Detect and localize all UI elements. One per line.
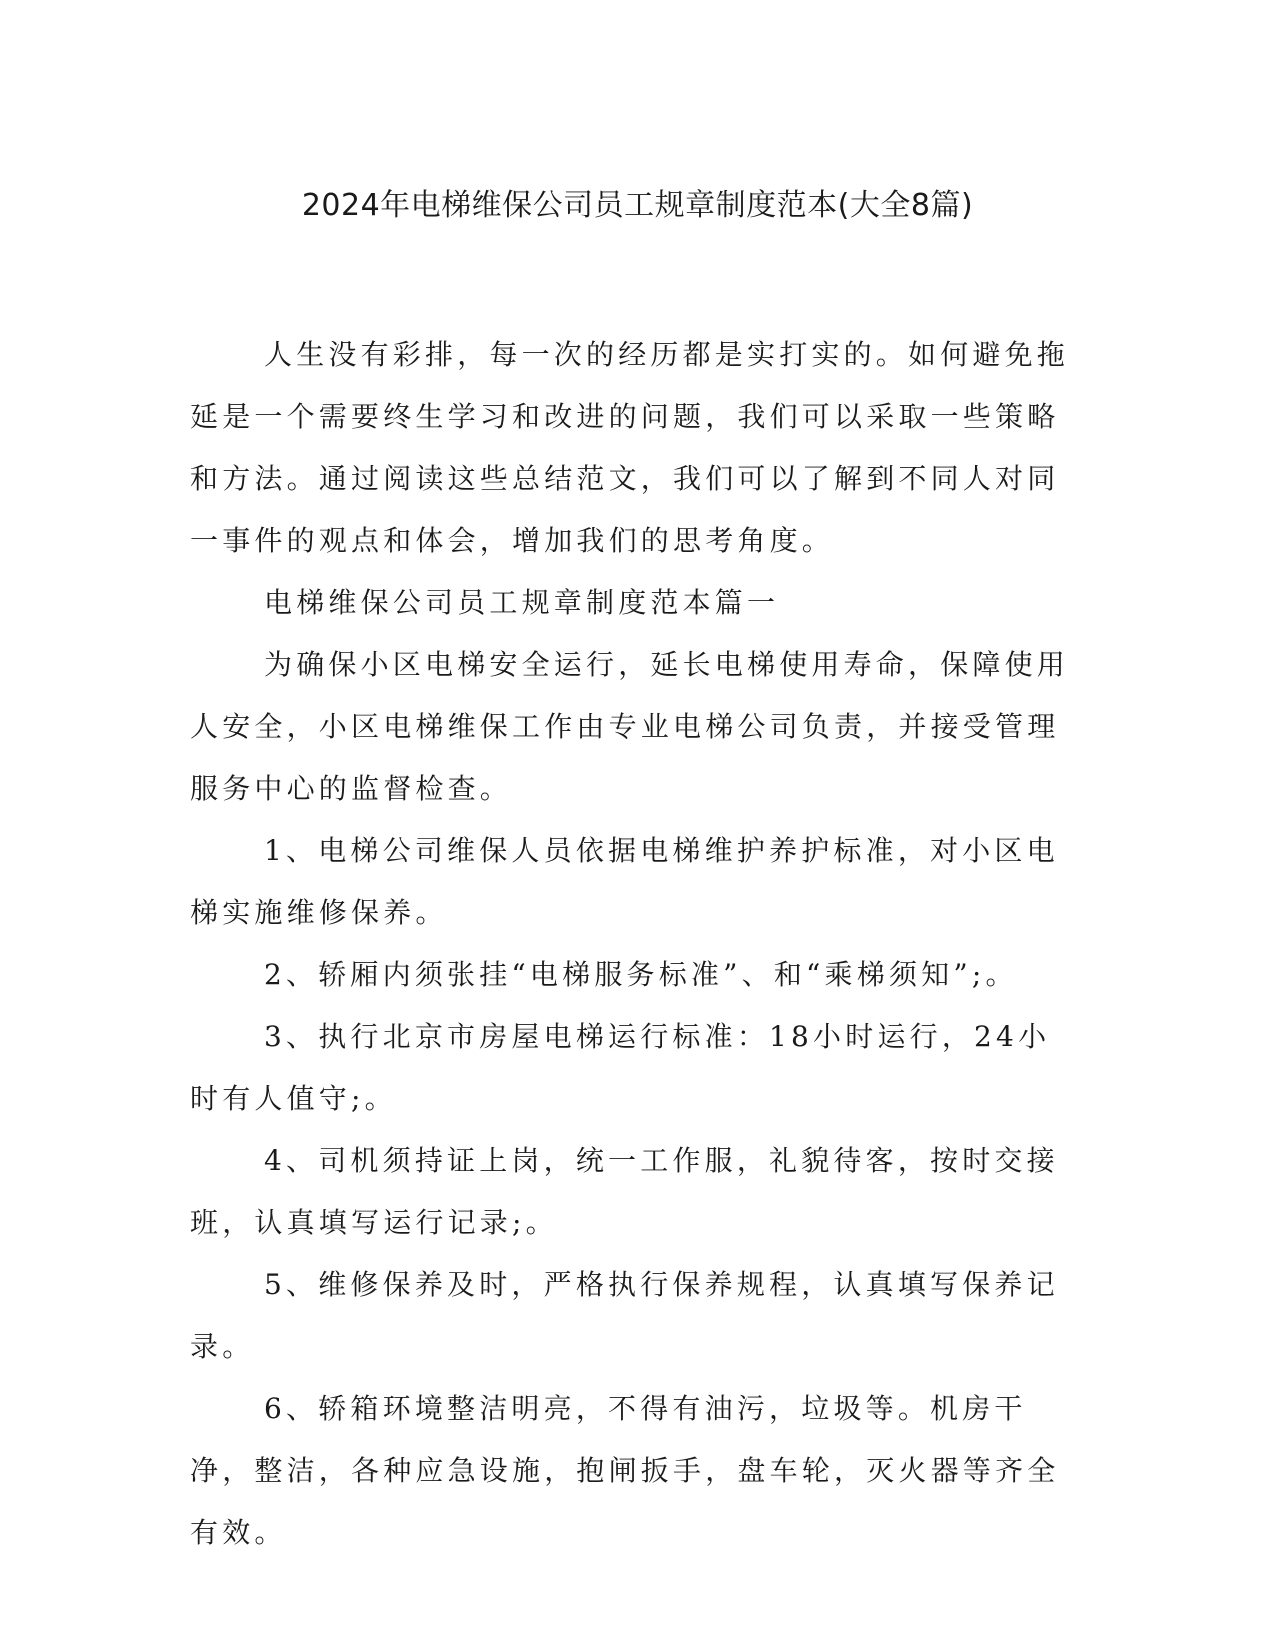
list-item: 2、轿厢内须张挂“电梯服务标准”、和“乘梯须知”;。: [264, 958, 1018, 991]
list-item: 1、电梯公司维保人员依据电梯维护养护标准，对小区电梯实施维修保养。: [190, 834, 1059, 929]
list-item: 5、维修保养及时，严格执行保养规程，认真填写保养记录。: [190, 1268, 1059, 1363]
document-title: 2024年电梯维保公司员工规章制度范本(大全8篇): [301, 188, 974, 223]
paragraph: 为确保小区电梯安全运行，延长电梯使用寿命，保障使用人安全，小区电梯维保工作由专业电梯公司负责，并接受管理服务中心的监督检查。: [190, 648, 1070, 805]
list-item: 6、轿箱环境整洁明亮，不得有油污，垃圾等。机房干净，整洁，各种应急设施，抱闸扳手，盘车轮，灭火器等齐全有效。: [190, 1392, 1060, 1549]
list-item: 4、司机须持证上岗，统一工作服，礼貌待客，按时交接班，认真填写运行记录;。: [190, 1144, 1059, 1239]
list-item: 3、执行北京市房屋电梯运行标准：18小时运行，24小时有人值守;。: [190, 1020, 1051, 1115]
document-body: [190, 324, 1070, 1564]
section-heading: 电梯维保公司员工规章制度范本篇一: [264, 586, 780, 619]
intro-paragraph: 人生没有彩排，每一次的经历都是实打实的。如何避免拖延是一个需要终生学习和改进的问题，我们可以采取一些策略和方法。通过阅读这些总结范文，我们可以了解到不同人对同一事件的观点和体会，增加我们的思考角度。: [190, 338, 1070, 557]
